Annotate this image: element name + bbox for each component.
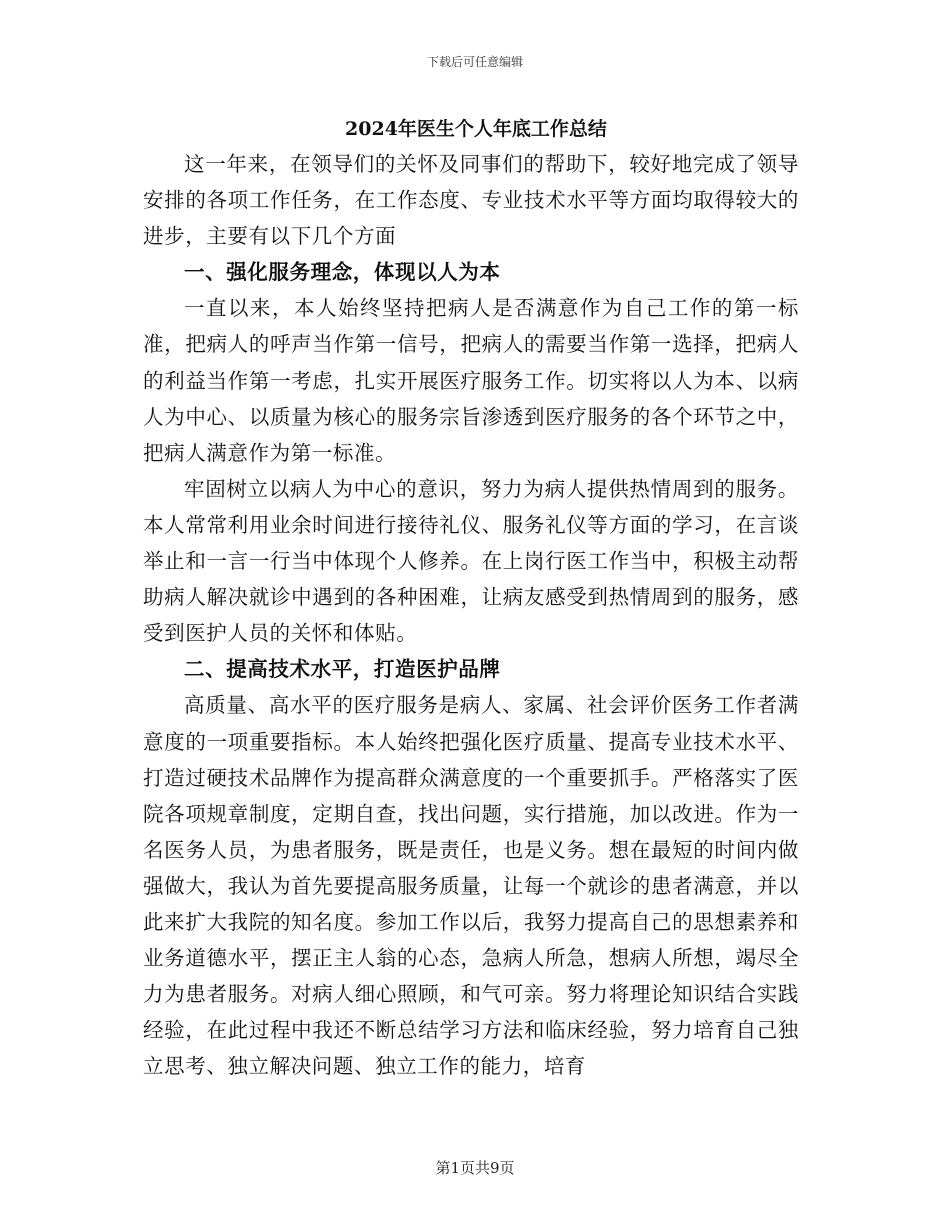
paragraph: 高质量、高水平的医疗服务是病人、家属、社会评价医务工作者满意度的一项重要指标。本人始终把强化医疗质量、提高专业技术水平、打造过硬技术品牌作为提高群众满意度的一个重要抓手。严格落实了医院各项规章制度，定期自查，找出问题，实行措施，加以改进。作为一名医务人员，为患者服务，既是责任，也是义务。想在最短的时间内做强做大，我认为首先要提高服务质量，让每一个就诊的患者满意，并以此来扩大我院的知名度。参加工作以后，我努力提高自己的思想素养和业务道德水平，摆正主人翁的心态，急病人所急，想病人所想，竭尽全力为患者服务。对病人细心照顾，和气可亲。努力将理论知识结合实践经验，在此过程中我还不断总结学习方法和临床经验，努力培育自己独立思考、独立解决问题、独立工作的能力，培育 — [143, 693, 799, 1079]
page-number: 第1页共9页 — [435, 1159, 515, 1177]
section-heading-2: 二、提高技术水平，打造医护品牌 — [184, 657, 501, 682]
document-title: 2024年医生个人年底工作总结 — [345, 118, 607, 140]
document-body — [143, 112, 799, 1084]
page-header-note: 下载后可任意编辑 — [426, 55, 523, 69]
paragraph: 牢固树立以病人为中心的意识，努力为病人提供热情周到的服务。本人常常利用业余时间进行接待礼仪、服务礼仪等方面的学习，在言谈举止和一言一行当中体现个人修养。在上岗行医工作当中，积极主动帮助病人解决就诊中遇到的各种困难，让病友感受到热情周到的服务，感受到医护人员的关怀和体贴。 — [143, 476, 799, 646]
paragraph-intro: 这一年来，在领导们的关怀及同事们的帮助下，较好地完成了领导安排的各项工作任务，在工作态度、专业技术水平等方面均取得较大的进步，主要有以下几个方面 — [143, 152, 799, 249]
paragraph: 一直以来，本人始终坚持把病人是否满意作为自己工作的第一标准，把病人的呼声当作第一信号，把病人的需要当作第一选择，把病人的利益当作第一考虑，扎实开展医疗服务工作。切实将以人为本、以病人为中心、以质量为核心的服务宗旨渗透到医疗服务的各个环节之中，把病人满意作为第一标准。 — [143, 296, 799, 465]
section-heading-1: 一、强化服务理念，体现以人为本 — [184, 260, 501, 285]
